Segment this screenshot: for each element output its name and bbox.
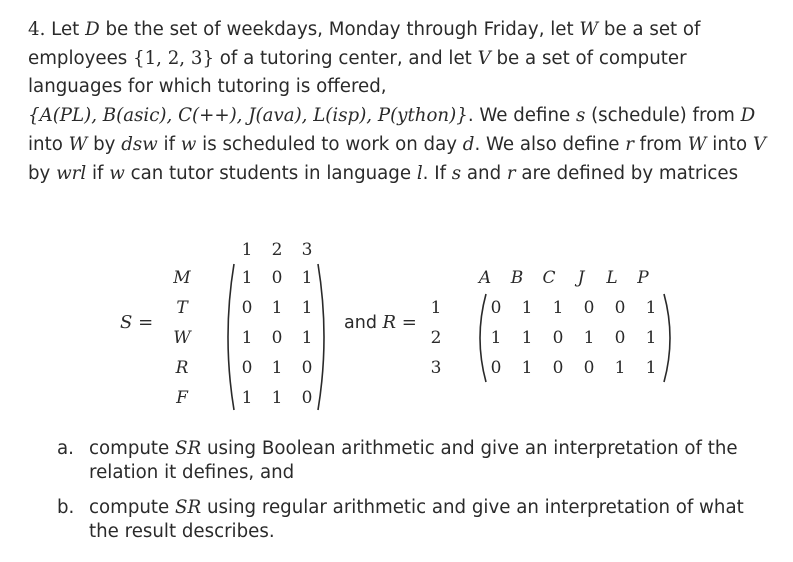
matrix-r-cell: 1: [490, 328, 502, 348]
matrix-s-row-label: F: [176, 388, 188, 408]
matrix-s-row-label: W: [173, 328, 191, 348]
subquestion-b: [57, 496, 777, 544]
math-var: w: [109, 162, 125, 184]
math-var: SR: [175, 497, 202, 518]
matrix-s-cell: 1: [271, 388, 283, 408]
matrix-r-cell: 0: [490, 298, 502, 318]
matrix-s-cell: 0: [271, 328, 283, 348]
matrix-s-row-label: T: [176, 298, 188, 318]
matrix-r-cell: 0: [614, 298, 626, 318]
text-run: of a tutoring center, and let: [214, 47, 478, 69]
text-run: compute: [89, 497, 176, 518]
matrix-s-cell: 1: [301, 328, 313, 348]
subquestion-list: [57, 437, 777, 555]
matrix-s-col-header: 2: [271, 240, 283, 260]
text-run: Let: [45, 19, 86, 40]
matrix-r-cell: 0: [490, 358, 502, 378]
subquestion-marker: b.: [57, 497, 75, 518]
math-var: wrl: [56, 162, 87, 184]
matrix-s-cell: 0: [271, 268, 283, 288]
matrix-r-cell: 0: [583, 298, 595, 318]
math-var: r: [506, 162, 516, 184]
matrix-s-cell: 1: [241, 268, 253, 288]
matrix-s-cell: 0: [241, 358, 253, 378]
text-run: . If: [422, 162, 452, 184]
matrix-r-cell: 1: [521, 298, 533, 318]
matrix-r-cell: 1: [645, 358, 657, 378]
text-run: be a set of employees: [28, 19, 701, 69]
text-run: by: [28, 162, 57, 184]
text-run: . We also define: [474, 133, 626, 155]
text-run: and: [461, 162, 507, 184]
text-run: by: [87, 133, 122, 155]
math-var: w: [180, 133, 197, 155]
math-var: D: [85, 19, 100, 40]
math-var: V: [752, 133, 767, 155]
matrix-s-cell: 1: [241, 388, 253, 408]
text-run: can tutor students in language: [124, 162, 417, 184]
matrix-r-cell: 0: [583, 358, 595, 378]
matrix-r-right-paren: [662, 292, 678, 384]
math-var: W: [579, 19, 599, 40]
matrix-r-col-header: C: [542, 268, 556, 288]
text-run: from: [633, 133, 688, 155]
matrix-r-col-header: A: [478, 268, 492, 288]
matrix-r-cell: 0: [552, 358, 564, 378]
matrix-r-row-label: 1: [430, 298, 442, 318]
matrix-r-col-header: J: [577, 268, 585, 288]
math-var: W: [68, 133, 88, 155]
text-run: into: [28, 133, 69, 155]
math-var: W: [687, 133, 707, 155]
matrix-r-row-label: 2: [430, 328, 442, 348]
matrix-s-row-label: R: [175, 358, 189, 378]
math-var: s: [451, 162, 462, 184]
text-run: if: [157, 133, 181, 155]
text-run: compute: [89, 438, 176, 459]
text-run: using Boolean arithmetic and give an interpretation of the relation it defines, and: [89, 438, 738, 483]
math-var: SR: [175, 438, 202, 459]
text-run: are defined by matrices: [515, 162, 739, 184]
text-run: (schedule) from: [585, 105, 741, 127]
text-run: if: [86, 162, 110, 184]
text-run: be a set of computer languages for which tutoring is offered,: [28, 47, 687, 98]
matrix-r-cell: 1: [521, 358, 533, 378]
text-run: . We define: [467, 105, 576, 127]
text-run: into: [706, 133, 753, 155]
math-var: D: [740, 105, 756, 127]
matrix-r-cell: 1: [552, 298, 564, 318]
matrix-s-col-header: 3: [301, 240, 313, 260]
math-var: l: [416, 162, 423, 184]
math-var: V: [477, 47, 491, 69]
matrix-r-col-header: L: [606, 268, 618, 288]
and-text: and: [344, 313, 383, 333]
matrix-s-col-header: 1: [241, 240, 253, 260]
problem-number: 4.: [28, 19, 46, 40]
and-r-label: and R =: [344, 312, 417, 333]
matrix-r-cell: 1: [645, 328, 657, 348]
matrix-s-cell: 1: [241, 328, 253, 348]
matrix-r-cell: 0: [614, 328, 626, 348]
matrix-s-row-label: M: [173, 268, 191, 288]
matrix-s-cell: 0: [301, 358, 313, 378]
math-var: dsw: [121, 133, 158, 155]
matrix-s-cell: 1: [301, 298, 313, 318]
matrix-r-col-header: B: [510, 268, 524, 288]
employee-set: {1, 2, 3}: [133, 47, 215, 69]
matrix-r-col-header: P: [637, 268, 649, 288]
matrix-r-cell: 0: [552, 328, 564, 348]
matrix-r-cell: 1: [614, 358, 626, 378]
math-var: r: [625, 133, 634, 155]
matrix-r-cell: 1: [521, 328, 533, 348]
subquestion-marker: a.: [57, 438, 74, 459]
matrix-s-cell: 0: [301, 388, 313, 408]
matrix-s-cell: 1: [271, 358, 283, 378]
subquestion-a: [57, 437, 777, 485]
text-run: be the set of weekdays, Monday through Friday, let: [99, 19, 580, 40]
matrix-s-label: S =: [120, 312, 154, 333]
matrix-r-cell: 1: [583, 328, 595, 348]
math-var: d: [462, 133, 475, 155]
matrix-s-cell: 1: [271, 298, 283, 318]
matrix-s-cell: 1: [301, 268, 313, 288]
text-run: is scheduled to work on day: [196, 133, 463, 155]
matrix-r-cell: 1: [645, 298, 657, 318]
matrix-r-row-label: 3: [430, 358, 442, 378]
language-set: {A(PL), B(asic), C(++), J(ava), L(isp), P(ython)}: [28, 105, 468, 127]
text-run: using regular arithmetic and give an interpretation of what the result describes.: [89, 497, 744, 542]
math-var: s: [575, 105, 586, 127]
matrix-s-cell: 0: [241, 298, 253, 318]
